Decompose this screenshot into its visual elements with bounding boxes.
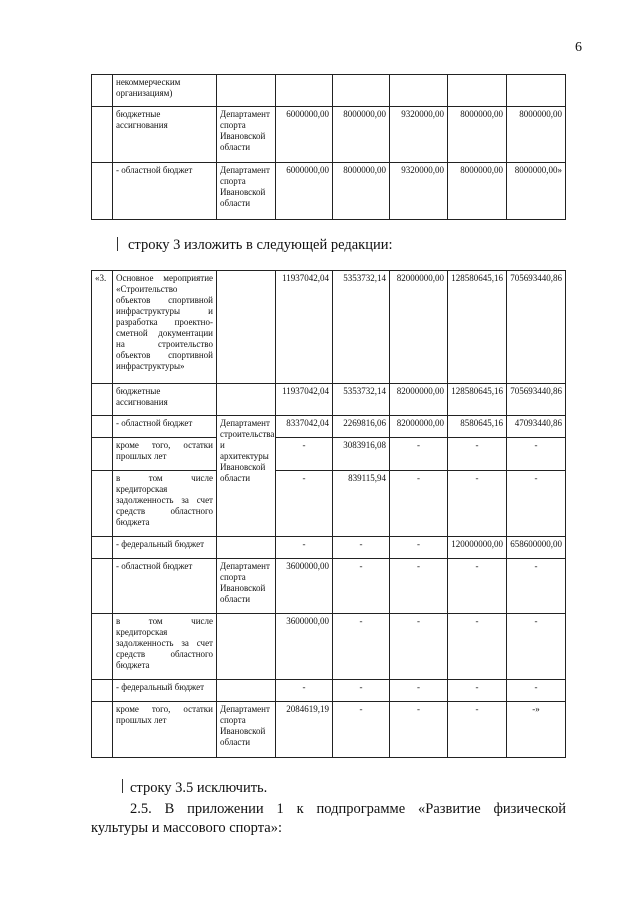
value-cell: - [507,471,566,537]
department-cell: Департамент спорта Ивановской области [217,559,276,614]
table-row [92,702,566,758]
funding-table-row-3 [91,270,566,758]
value-cell: 8000000,00» [507,163,566,220]
row-number-cell [92,163,113,220]
value-cell: 8580645,16 [448,416,507,438]
value-cell: - [333,537,390,559]
margin-mark [122,779,123,793]
value-cell: 2269816,06 [333,416,390,438]
value-cell: 8337042,04 [276,416,333,438]
value-cell: - [333,702,390,758]
department-cell [217,75,276,107]
value-cell: - [276,537,333,559]
table-row [92,163,566,220]
value-cell: - [448,559,507,614]
value-cell: - [333,614,390,680]
value-cell: 8000000,00 [448,163,507,220]
row-number-cell [92,537,113,559]
row-number-cell [92,416,113,438]
value-cell: 9320000,00 [390,163,448,220]
value-cell: 6000000,00 [276,107,333,163]
department-cell [217,680,276,702]
value-cell: 9320000,00 [390,107,448,163]
value-cell: 2084619,19 [276,702,333,758]
row-label: кроме того, остатки прошлых лет [113,438,217,471]
row-label: кроме того, остатки прошлых лет [113,702,217,758]
value-cell: 3083916,08 [333,438,390,471]
value-cell [276,75,333,107]
value-cell: - [448,471,507,537]
value-cell: 658600000,00 [507,537,566,559]
value-cell: - [448,680,507,702]
instruction-text: строку 3 изложить в следующей редакции: [128,237,393,253]
value-cell: - [390,702,448,758]
value-cell: - [507,614,566,680]
department-cell: Департамент спорта Ивановской области [217,107,276,163]
value-cell: - [333,559,390,614]
row-label: - областной бюджет [113,559,217,614]
value-cell: 5353732,14 [333,384,390,416]
value-cell [448,75,507,107]
row-label: - федеральный бюджет [113,680,217,702]
value-cell: - [390,559,448,614]
value-cell: 705693440,86 [507,271,566,384]
table-row [92,107,566,163]
department-cell [217,384,276,416]
value-cell: - [507,680,566,702]
table-row [92,680,566,702]
table-row [92,559,566,614]
page-number: 6 [575,40,582,55]
value-cell: 839115,94 [333,471,390,537]
value-cell: 3600000,00 [276,614,333,680]
table-row [92,75,566,107]
row-label: Основное мероприятие «Строительство объектов спортивной инфраструктуры и разработка проектно-сметной документации на строительство объектов спортивной инфраструктуры» [113,271,217,384]
value-cell: - [390,614,448,680]
value-cell: - [448,438,507,471]
section-heading-line: культуры и массового спорта»: [91,820,282,836]
value-cell: 6000000,00 [276,163,333,220]
value-cell: 8000000,00 [448,107,507,163]
instruction-text: строку 3.5 исключить. [130,780,268,796]
value-cell: - [507,438,566,471]
department-cell: Департамент спорта Ивановской области [217,163,276,220]
value-cell: -» [507,702,566,758]
value-cell [507,75,566,107]
value-cell: - [448,614,507,680]
table-row [92,471,566,537]
department-cell [217,271,276,384]
row-number-cell [92,702,113,758]
row-number-cell [92,75,113,107]
value-cell: 128580645,16 [448,384,507,416]
value-cell: 82000000,00 [390,416,448,438]
margin-mark [117,237,118,251]
row-number-cell [92,680,113,702]
value-cell [390,75,448,107]
value-cell: - [448,702,507,758]
section-heading-line: 2.5. В приложении 1 к подпрограмме «Развитие физической [130,801,566,817]
value-cell: 128580645,16 [448,271,507,384]
row-label: в том числе кредиторская задолженность за счет средств областного бюджета [113,614,217,680]
value-cell: - [276,438,333,471]
value-cell: - [390,471,448,537]
value-cell: - [390,680,448,702]
row-number-cell: «3. [92,271,113,384]
value-cell: - [276,471,333,537]
value-cell: 8000000,00 [507,107,566,163]
department-cell [217,537,276,559]
row-number-cell [92,438,113,471]
value-cell: 5353732,14 [333,271,390,384]
value-cell: - [333,680,390,702]
value-cell: - [390,537,448,559]
value-cell: 82000000,00 [390,384,448,416]
row-label: бюджетные ассигнования [113,107,217,163]
funding-table-top [91,74,566,220]
value-cell [333,75,390,107]
value-cell: - [390,438,448,471]
row-number-cell [92,559,113,614]
row-label: бюджетные ассигнования [113,384,217,416]
value-cell: 47093440,86 [507,416,566,438]
department-cell [217,614,276,680]
value-cell: 11937042,04 [276,384,333,416]
value-cell: 3600000,00 [276,559,333,614]
table-row [92,384,566,416]
value-cell: - [507,559,566,614]
department-cell: Департамент строительства и архитектуры Ивановской области [217,416,276,537]
table-row [92,438,566,471]
department-cell: Департамент спорта Ивановской области [217,702,276,758]
table-row [92,416,566,438]
table-row [92,271,566,384]
row-number-cell [92,384,113,416]
value-cell: 8000000,00 [333,163,390,220]
row-number-cell [92,471,113,537]
row-label: - федеральный бюджет [113,537,217,559]
row-label: в том числе кредиторская задолженность за счет средств областного бюджета [113,471,217,537]
row-number-cell [92,107,113,163]
value-cell: 82000000,00 [390,271,448,384]
row-label: некоммерческим организациям) [113,75,217,107]
value-cell: 11937042,04 [276,271,333,384]
value-cell: - [276,680,333,702]
value-cell: 8000000,00 [333,107,390,163]
value-cell: 705693440,86 [507,384,566,416]
row-label: - областной бюджет [113,163,217,220]
row-label: - областной бюджет [113,416,217,438]
value-cell: 120000000,00 [448,537,507,559]
table-row [92,614,566,680]
table-row [92,537,566,559]
row-number-cell [92,614,113,680]
